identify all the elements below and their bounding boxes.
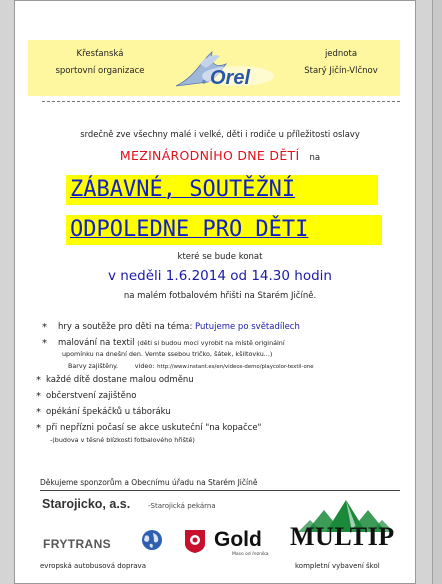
sponsor-pekarna: -Starojická pekárna bbox=[148, 502, 216, 510]
event-name-row bbox=[40, 145, 400, 164]
sponsor-multip: MULTIP bbox=[290, 522, 395, 551]
header-right-text bbox=[282, 46, 400, 80]
sponsor-starojicko: Starojicko, a.s. bbox=[42, 497, 131, 511]
list-item-detail: Barvy zajištěny. video: http://www.instant.es/en/videos-demo/playcolor-textil-one bbox=[68, 362, 314, 370]
sponsor-frytrans-sub: evropská autobusová doprava bbox=[40, 562, 146, 570]
sponsor-multip-sub: kompletní vybavení škol bbox=[295, 562, 380, 570]
svg-text:®: ® bbox=[202, 80, 206, 86]
sponsor-gold-sub: Maso od řezníka bbox=[232, 552, 269, 557]
header-left-line1: Křesťanská bbox=[76, 49, 124, 59]
konat-text: které se bude konat bbox=[177, 252, 263, 262]
banner-line1: ZÁBAVNÉ, SOUTĚŽNÍ bbox=[66, 175, 378, 205]
event-name: MEZINÁRODNÍHO DNE DĚTÍ bbox=[119, 148, 300, 163]
list-item: * opékání špekáčků u táboráku bbox=[36, 407, 171, 418]
bullet-icon: * bbox=[42, 322, 47, 333]
header-left-line2: sportovní organizace bbox=[55, 66, 145, 76]
list-item: * malování na textil (děti si budou moci vyrobit na místě originální bbox=[42, 338, 285, 349]
orel-logo-text: Orel bbox=[210, 67, 251, 89]
sponsor-thanks: Děkujeme sponzorům a Obecnímu úřadu na Starém Jičíně bbox=[40, 478, 258, 487]
bullet-icon: * bbox=[42, 338, 47, 349]
sponsor-gold: Gold bbox=[214, 528, 262, 551]
event-place: na malém fotbalovém hřišti na Starém Jičíně. bbox=[123, 291, 317, 301]
header-right-line2: Starý Jičín-Vlčnov bbox=[304, 66, 378, 76]
globe-icon bbox=[140, 528, 164, 552]
gold-emblem-icon bbox=[183, 528, 207, 554]
event-na: na bbox=[309, 153, 321, 163]
intro-text: srdečně zve všechny malé i velké, děti i rodiče u příležitosti oslavy bbox=[80, 129, 360, 139]
bullet-icon: * bbox=[36, 391, 41, 402]
orel-logo bbox=[166, 46, 276, 96]
bullet-icon: * bbox=[36, 375, 41, 386]
header-right-line1: jednota bbox=[324, 49, 358, 59]
event-date: v neděli 1.6.2014 od 14.30 hodin bbox=[108, 268, 332, 284]
list-item: * při nepřízni počasí se akce uskuteční "na kopačce" bbox=[36, 423, 262, 434]
list-item-detail: -(budova v těsné blízkosti fotbalového hřiště) bbox=[50, 436, 195, 444]
list-item-detail: upomínku na dnešní den. Vemte ssebou tričko, šátek, kšiltovku...) bbox=[62, 350, 273, 358]
bullet-icon: * bbox=[36, 423, 41, 434]
banner-line2: ODPOLEDNE PRO DĚTI bbox=[66, 215, 382, 245]
sponsor-divider bbox=[40, 490, 400, 491]
header-left-text bbox=[40, 46, 160, 80]
vertical-scrollbar[interactable] bbox=[432, 0, 442, 584]
program-theme: Putujeme po světadílech bbox=[195, 322, 300, 332]
sponsor-frytrans: FRYTRANS bbox=[43, 537, 112, 551]
list-item: * občerstvení zajištěno bbox=[36, 391, 137, 402]
list-item: * hry a soutěže pro děti na téma: Putujeme po světadílech bbox=[42, 322, 300, 333]
list-item: * každé dítě dostane malou odměnu bbox=[36, 375, 194, 386]
header-divider bbox=[42, 101, 400, 102]
bullet-icon: * bbox=[36, 407, 41, 418]
program-list bbox=[36, 322, 402, 448]
video-link[interactable]: http://www.instant.es/en/videos-demo/playcolor-textil-one bbox=[157, 364, 314, 370]
